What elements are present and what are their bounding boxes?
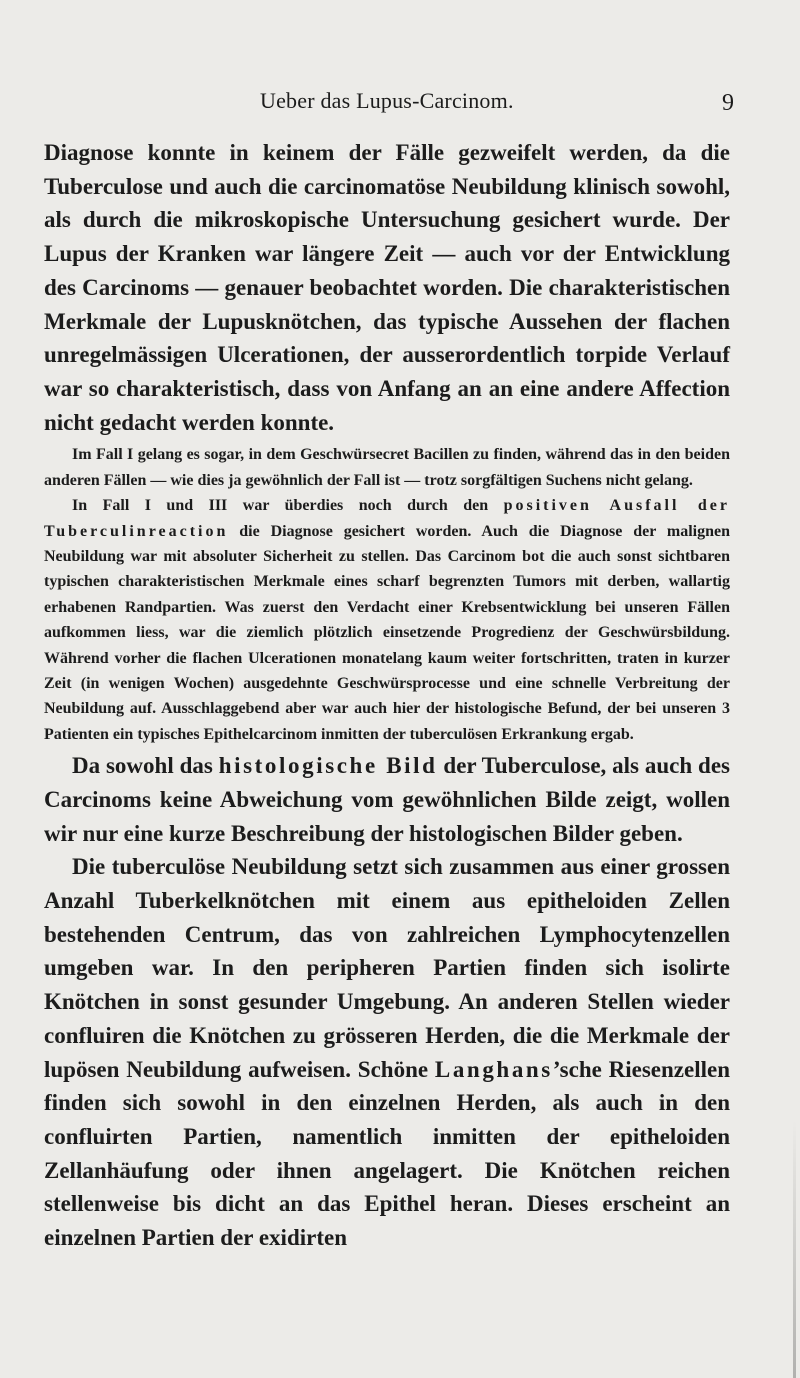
paragraph-text-segment: der Tuberculose, als auch des Carcinoms keine Abweichung vom gewöhnlichen Bilde zeigt, wollen wir nur eine kurze Beschreibung der histologischen Bilder geben.	[44, 753, 730, 846]
paragraph-tuberculoese-neubildung	[44, 850, 730, 1254]
paragraph-text-segment: In Fall I und III war überdies noch durch den	[72, 497, 504, 515]
paragraph-text-segment: Die tuberculöse Neubildung setzt sich zusammen aus einer grossen Anzahl Tuberkelknötchen mit einem aus epitheloiden Zellen bestehenden Centrum, das von zahlreichen Lymphocytenzellen umgeben war. In den peripheren Partien finden sich isolirte Knötchen in sonst gesunder Umgebung. An anderen Stellen wieder confluiren die Knötchen zu grösseren Herden, die die Merkmale der lupösen Neubildung aufweisen. Schöne	[44, 854, 730, 1082]
page-number: 9	[722, 90, 734, 116]
emphasized-term: histologische Bild	[218, 753, 438, 779]
emphasized-term: positiven Ausfall der Tuberculinreaction	[44, 497, 730, 540]
paragraph-bacillen: Im Fall I gelang es sogar, in dem Geschwürsecret Bacillen zu finden, während das in den beiden anderen Fällen — wie dies ja gewöhnlich der Fall ist — trotz sorgfältigen Suchens nicht gelang.	[44, 446, 730, 489]
paragraph-histologisches-bild	[44, 749, 730, 850]
emphasized-name: Langhans	[434, 1056, 553, 1082]
page-edge-shadow	[793, 1120, 796, 1378]
paragraph-diagnosis: Diagnose konnte in keinem der Fälle gezweifelt werden, da die Tuberculose und auch die carcinomatöse Neubildung klinisch sowohl, als durch die mikroskopische Untersuchung gesichert wurde. Der Lupus der Kranken war längere Zeit — auch vor der Entwicklung des Carcinoms — genauer beobachtet worden. Die charakteristischen Merkmale der Lupusknötchen, das typische Aussehen der flachen unregelmässigen Ulcerationen, der ausserordentlich torpide Verlauf war so charakteristisch, dass von Anfang an an eine andere Affection nicht gedacht werden konnte.	[44, 140, 730, 435]
page-body	[44, 136, 730, 1255]
paragraph-text-segment: ’sche Riesenzellen finden sich sowohl in den einzelnen Herden, als auch in den confluirten Partien, namentlich inmitten der epitheloiden Zellanhäufung oder ihnen angelagert. Die Knötchen reichen stellenweise bis dicht an das Epithel heran. Dieses erscheint an einzelnen Partien der exidirten	[44, 1056, 730, 1251]
paragraph-tuberculinreaction	[44, 493, 730, 747]
running-header	[44, 88, 734, 118]
paragraph-text-segment: die Diagnose gesichert worden. Auch die Diagnose der malignen Neubildung war mit absoluter Sicherheit zu stellen. Das Carcinom bot die auch sonst sichtbaren typischen charakteristischen Merkmale eines scharf begrenzten Tumors mit derben, wallartig erhabenen Randpartien. Was zuerst den Verdacht einer Krebsentwicklung bei unseren Fällen aufkommen liess, war die ziemlich plötzlich einsetzende Progredienz der Geschwürsbildung. Während vorher die flachen Ulcerationen monatelang kaum weiter fortschritten, traten in kurzer Zeit (in wenigen Wochen) ausgedehnte Geschwürsprocesse und eine schnelle Verbreitung der Neubildung auf. Ausschlaggebend aber war auch hier der histologische Befund, der bei unseren 3 Patienten ein typisches Epithelcarcinom inmitten der tuberculösen Erkrankung ergab.	[44, 522, 730, 743]
running-title: Ueber das Lupus-Carcinom.	[260, 88, 514, 113]
paragraph-text-segment: Da sowohl das	[72, 753, 219, 779]
